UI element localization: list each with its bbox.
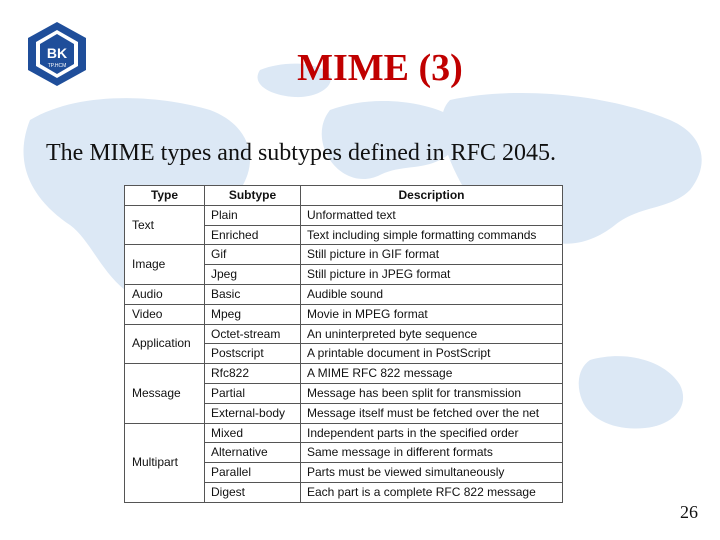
subtype-cell: Alternative [205, 443, 301, 463]
subtype-cell: Rfc822 [205, 364, 301, 384]
table-row [125, 284, 563, 304]
type-cell: Image [125, 245, 205, 285]
subtype-cell: Mixed [205, 423, 301, 443]
page-number: 26 [680, 502, 698, 522]
description-cell: Unformatted text [301, 205, 563, 225]
description-cell: An uninterpreted byte sequence [301, 324, 563, 344]
subtype-cell: Digest [205, 482, 301, 502]
logo-text: BK [46, 45, 68, 61]
table-row [125, 324, 563, 344]
table-row [125, 205, 563, 225]
type-cell: Video [125, 304, 205, 324]
description-cell: Message has been split for transmission [301, 383, 563, 403]
subtype-cell: External-body [205, 403, 301, 423]
subtype-cell: Jpeg [205, 265, 301, 285]
subtype-cell: Enriched [205, 225, 301, 245]
description-cell: Text including simple formatting commands [301, 225, 563, 245]
table-row [125, 423, 563, 443]
type-cell: Text [125, 205, 205, 245]
description-cell: Message itself must be fetched over the net [301, 403, 563, 423]
logo-subtext: TP.HCM [47, 63, 67, 69]
subtype-cell: Octet-stream [205, 324, 301, 344]
subtype-cell: Basic [205, 284, 301, 304]
type-cell: Multipart [125, 423, 205, 502]
mime-types-table [124, 185, 563, 503]
subtype-cell: Gif [205, 245, 301, 265]
description-cell: Independent parts in the specified order [301, 423, 563, 443]
type-cell: Audio [125, 284, 205, 304]
subtype-cell: Parallel [205, 463, 301, 483]
description-cell: Audible sound [301, 284, 563, 304]
table-row [125, 245, 563, 265]
header-description: Description [301, 186, 563, 206]
description-cell: Parts must be viewed simultaneously [301, 463, 563, 483]
description-cell: Still picture in GIF format [301, 245, 563, 265]
table-header-row [125, 186, 563, 206]
description-cell: Each part is a complete RFC 822 message [301, 482, 563, 502]
table-row [125, 364, 563, 384]
type-cell: Message [125, 364, 205, 423]
subtype-cell: Partial [205, 383, 301, 403]
description-cell: Same message in different formats [301, 443, 563, 463]
subtype-cell: Plain [205, 205, 301, 225]
header-type: Type [125, 186, 205, 206]
subtype-cell: Mpeg [205, 304, 301, 324]
header-subtype: Subtype [205, 186, 301, 206]
slide-title: MIME (3) [297, 47, 463, 89]
slide-subtitle: The MIME types and subtypes defined in RFC 2045. [46, 140, 556, 166]
type-cell: Application [125, 324, 205, 364]
description-cell: A MIME RFC 822 message [301, 364, 563, 384]
table-row [125, 304, 563, 324]
description-cell: Still picture in JPEG format [301, 265, 563, 285]
description-cell: A printable document in PostScript [301, 344, 563, 364]
description-cell: Movie in MPEG format [301, 304, 563, 324]
subtype-cell: Postscript [205, 344, 301, 364]
